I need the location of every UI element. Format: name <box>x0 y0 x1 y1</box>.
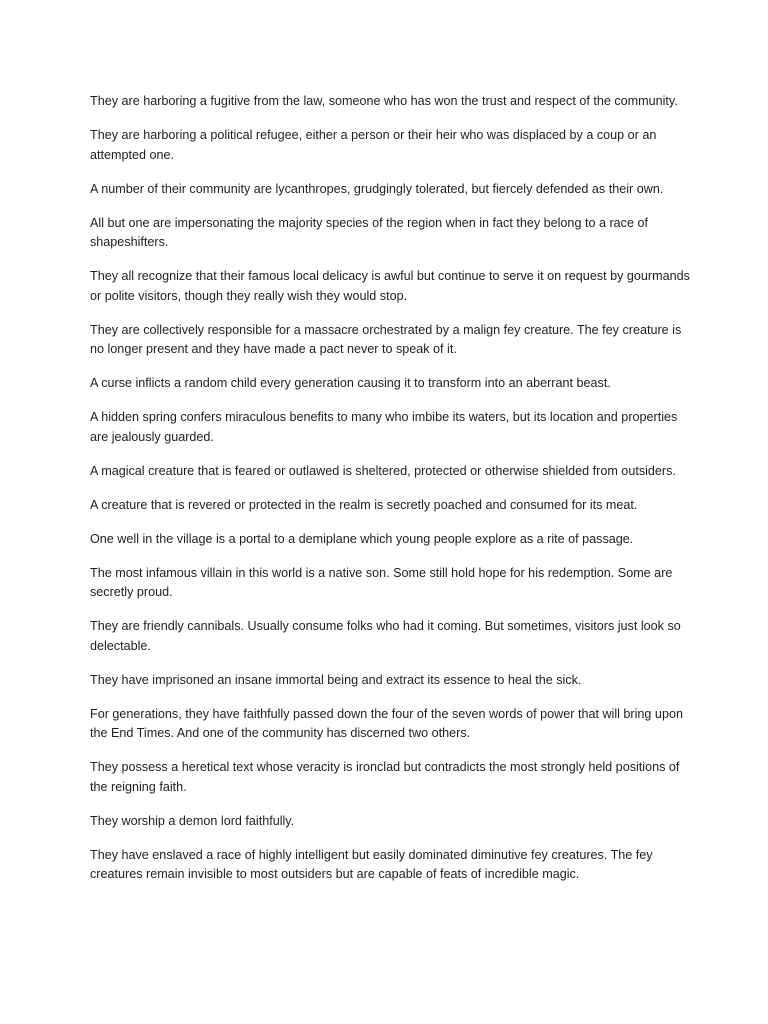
paragraph-3: A number of their community are lycanthropes, grudgingly tolerated, but fiercely defended as their own. <box>90 181 664 196</box>
document-page <box>90 92 690 899</box>
paragraph-4: All but one are impersonating the majority species of the region when in fact they belong to a race of shapeshifters. <box>90 215 648 249</box>
paragraph-8: A hidden spring confers miraculous benefits to many who imbibe its waters, but its location and properties are jealously guarded. <box>90 410 678 444</box>
paragraph-16: They possess a heretical text whose veracity is ironclad but contradicts the most strongly held positions of the reigning faith. <box>90 760 680 794</box>
paragraph-15: For generations, they have faithfully passed down the four of the seven words of power that will bring upon the End Times. And one of the community has discerned two others. <box>90 706 683 740</box>
paragraph-2: They are harboring a political refugee, either a person or their heir who was displaced by a coup or an attempted one. <box>90 128 657 162</box>
paragraph-9: A magical creature that is feared or outlawed is sheltered, protected or otherwise shielded from outsiders. <box>90 463 676 478</box>
paragraph-10: A creature that is revered or protected in the realm is secretly poached and consumed for its meat. <box>90 497 638 512</box>
paragraph-13: They are friendly cannibals. Usually consume folks who had it coming. But sometimes, visitors just look so delectable. <box>90 619 681 653</box>
paragraph-11: One well in the village is a portal to a demiplane which young people explore as a rite of passage. <box>90 531 634 546</box>
paragraph-17: They worship a demon lord faithfully. <box>90 813 295 828</box>
paragraph-14: They have imprisoned an insane immortal being and extract its essence to heal the sick. <box>90 672 582 687</box>
paragraph-1: They are harboring a fugitive from the law, someone who has won the trust and respect of the community. <box>90 94 678 108</box>
paragraph-7: A curse inflicts a random child every generation causing it to transform into an aberrant beast. <box>90 376 611 390</box>
paragraph-6: They are collectively responsible for a massacre orchestrated by a malign fey creature. The fey creature is no longer present and they have made a pact never to speak of it. <box>90 322 682 356</box>
paragraph-18: They have enslaved a race of highly intelligent but easily dominated diminutive fey creatures. The fey creatures remain invisible to most outsiders but are capable of feats of incredible magic. <box>90 847 653 881</box>
paragraph-12: The most infamous villain in this world is a native son. Some still hold hope for his redemption. Some are secretly proud. <box>90 565 673 599</box>
paragraph-5: They all recognize that their famous local delicacy is awful but continue to serve it on request by gourmands or polite visitors, though they really wish they would stop. <box>90 269 690 303</box>
